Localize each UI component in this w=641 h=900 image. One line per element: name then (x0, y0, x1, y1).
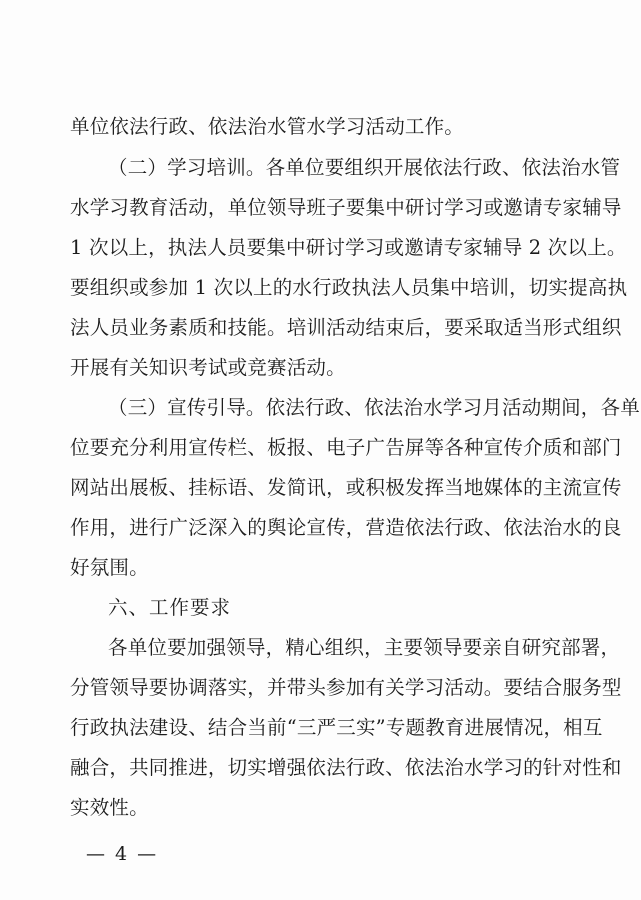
paragraph-line: 法人员业务素质和技能。培训活动结束后，要采取适当形式组织 (70, 316, 622, 339)
section-heading: 六、工作要求 (108, 596, 232, 619)
paragraph-line: 位要充分利用宣传栏、板报、电子广告屏等各种宣传介质和部门 (70, 436, 622, 459)
paragraph-line: 单位依法行政、依法治水管水学习活动工作。 (70, 115, 465, 138)
paragraph-line: 作用，进行广泛深入的舆论宣传，营造依法行政、依法治水的良 (70, 516, 622, 539)
subsection-label: （三）宣传引导。 (108, 396, 266, 419)
subsection-label: （二）学习培训。 (108, 156, 266, 179)
paragraph-line: 网站出展板、挂标语、发简讯，或积极发挥当地媒体的主流宣传 (70, 476, 622, 499)
paragraph-line: 要组织或参加 1 次以上的水行政执法人员集中培训，切实提高执 (70, 276, 628, 299)
paragraph-line: 开展有关知识考试或竞赛活动。 (70, 356, 346, 379)
paragraph-line: 分管领导要协调落实，并带头参加有关学习活动。要结合服务型 (70, 676, 622, 699)
paragraph-line: 各单位要加强领导，精心组织，主要领导要亲自研究部署， (108, 636, 621, 659)
paragraph-text: 各单位要组织开展依法行政、依法治水管 (265, 156, 621, 179)
paragraph-line: 实效性。 (70, 796, 149, 819)
page-number: — 4 — (86, 843, 159, 865)
paragraph-line: 1 次以上，执法人员要集中研讨学习或邀请专家辅导 2 次以上。 (70, 236, 627, 259)
paragraph-line: 行政执法建设、结合当前“三严三实”专题教育进展情况，相互 (70, 716, 603, 739)
paragraph-line: 水学习教育活动，单位领导班子要集中研讨学习或邀请专家辅导 (70, 196, 622, 219)
paragraph-text: 依法行政、依法治水学习月活动期间，各单 (265, 396, 640, 419)
paragraph-line: 融合，共同推进，切实增强依法行政、依法治水学习的针对性和 (70, 756, 622, 779)
paragraph-line (108, 396, 640, 420)
paragraph-line: 好氛围。 (70, 556, 149, 579)
paragraph-line (108, 156, 620, 180)
